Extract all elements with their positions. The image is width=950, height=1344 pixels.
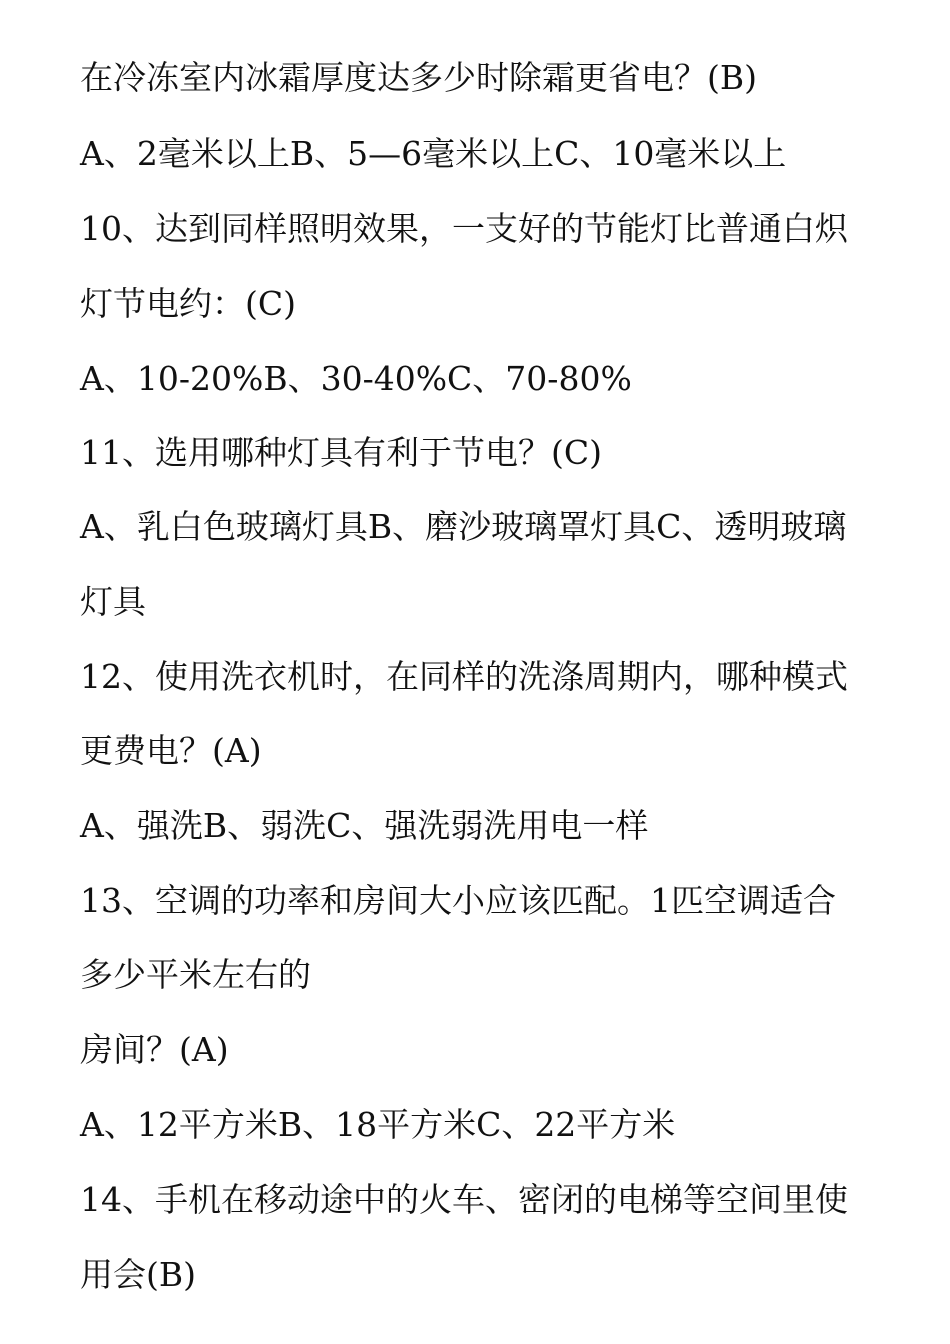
question-11-text: 11、选用哪种灯具有利于节电？(C) bbox=[80, 433, 602, 472]
question-14-text: 14、手机在移动途中的火车、密闭的电梯等空间里使 bbox=[80, 1180, 848, 1219]
question-13-text-cont: 多少平米左右的 bbox=[80, 955, 311, 994]
question-10-text-cont: 灯节电约：(C) bbox=[80, 284, 296, 323]
question-13-options: A、12平方米B、18平方米C、22平方米 bbox=[80, 1105, 676, 1144]
question-10-text: 10、达到同样照明效果，一支好的节能灯比普通白炽 bbox=[80, 209, 848, 248]
question-12-text: 12、使用洗衣机时，在同样的洗涤周期内，哪种模式 bbox=[80, 657, 848, 696]
question-11-options-cont: 灯具 bbox=[80, 582, 146, 621]
question-9-text: 在冷冻室内冰霜厚度达多少时除霜更省电？(B) bbox=[80, 58, 757, 97]
question-12-text-cont: 更费电？(A) bbox=[80, 731, 262, 770]
question-10-options: A、10-20%B、30-40%C、70-80% bbox=[80, 359, 632, 398]
question-13-text-cont-2: 房间？(A) bbox=[80, 1030, 229, 1069]
question-11-options: A、乳白色玻璃灯具B、磨沙玻璃罩灯具C、透明玻璃 bbox=[80, 507, 847, 546]
question-12-options: A、强洗B、弱洗C、强洗弱洗用电一样 bbox=[80, 806, 649, 845]
question-14-text-cont: 用会(B) bbox=[80, 1255, 196, 1294]
question-13-text: 13、空调的功率和房间大小应该匹配。1匹空调适合 bbox=[80, 881, 836, 920]
question-9-options: A、2毫米以上B、5—6毫米以上C、10毫米以上 bbox=[80, 134, 787, 173]
